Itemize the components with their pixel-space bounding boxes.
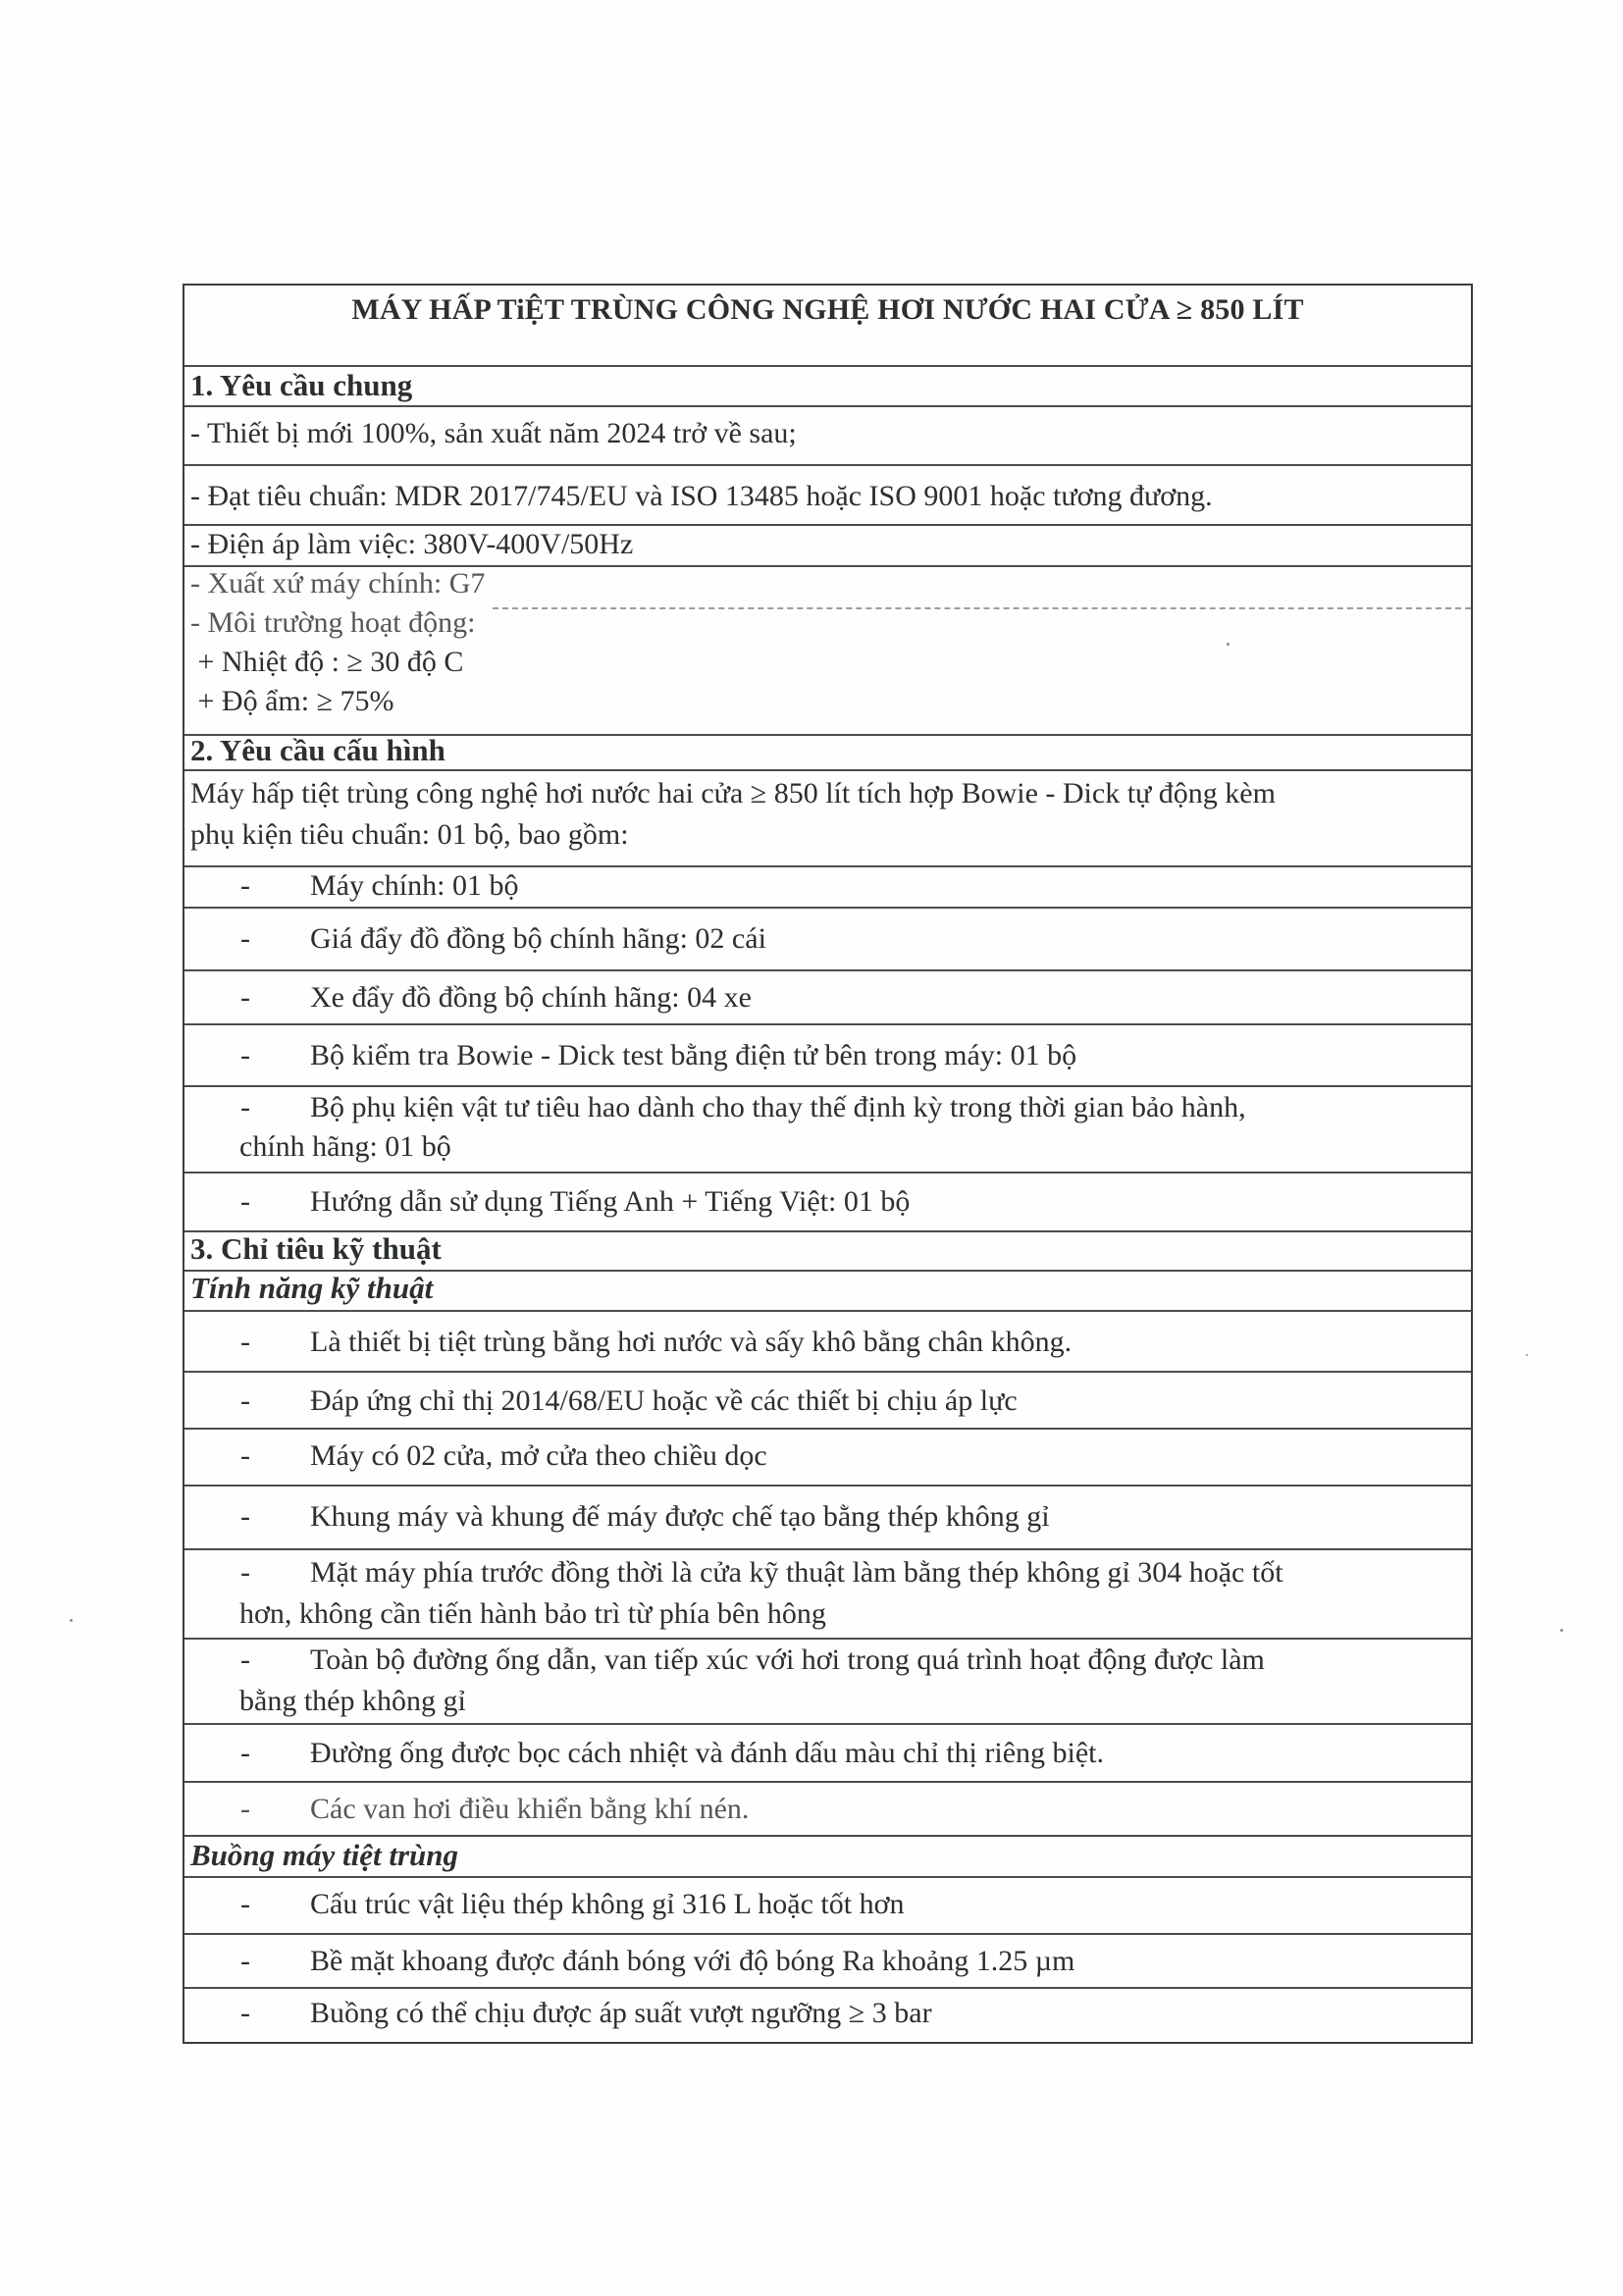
- section-heading-row: [184, 733, 1471, 771]
- dash-bullet: -: [240, 981, 250, 1014]
- table-row: [184, 407, 1471, 466]
- item-text: Đường ống được bọc cách nhiệt và đánh dấu màu chỉ thị riêng biệt.: [310, 1737, 1105, 1769]
- title-row: [184, 286, 1471, 367]
- dash-bullet: -: [240, 1384, 250, 1417]
- scan-speck: [70, 1619, 73, 1622]
- list-item: [184, 1025, 1471, 1087]
- item-text: Các van hơi điều khiển bằng khí nén.: [310, 1793, 750, 1825]
- item-text: Hướng dẫn sử dụng Tiếng Anh + Tiếng Việt: 01 bộ: [310, 1185, 911, 1218]
- list-item: [184, 1487, 1471, 1550]
- dash-bullet: -: [240, 922, 250, 955]
- list-item: [184, 1640, 1471, 1725]
- dash-bullet: -: [240, 1556, 250, 1589]
- item-text: Đáp ứng chỉ thị 2014/68/EU hoặc về các thiết bị chịu áp lực: [310, 1384, 1018, 1417]
- dash-bullet: -: [240, 1326, 250, 1358]
- list-item: [184, 1174, 1471, 1232]
- item-text-continuation: bằng thép không gỉ: [239, 1685, 466, 1717]
- subsection-heading-row: [184, 1272, 1471, 1312]
- table-row: [184, 466, 1471, 526]
- list-item: [184, 971, 1471, 1025]
- list-item: [184, 1725, 1471, 1783]
- item-text: Bề mặt khoang được đánh bóng với độ bóng Ra khoảng 1.25 µm: [310, 1945, 1075, 1977]
- general-requirement: - Điện áp làm việc: 380V-400V/50Hz: [190, 528, 634, 560]
- section-heading-configuration: 2. Yêu cầu cấu hình: [190, 733, 445, 767]
- list-item: [184, 1550, 1471, 1640]
- table-row: [184, 567, 1471, 736]
- item-text-continuation: chính hãng: 01 bộ: [239, 1130, 451, 1163]
- item-text-continuation: hơn, không cần tiến hành bảo trì từ phía bên hông: [239, 1597, 826, 1630]
- dash-bullet: -: [240, 1945, 250, 1977]
- scan-speck: [1227, 643, 1230, 646]
- section-heading-row: [184, 1232, 1471, 1272]
- item-text: Bộ kiểm tra Bowie - Dick test bằng điện tử bên trong máy: 01 bộ: [310, 1039, 1077, 1071]
- subsection-heading-features: Tính năng kỹ thuật: [190, 1271, 434, 1305]
- general-requirement: - Đạt tiêu chuẩn: MDR 2017/745/EU và ISO 13485 hoặc ISO 9001 hoặc tương đương.: [190, 480, 1213, 512]
- subsection-heading-row: [184, 1837, 1471, 1878]
- dash-bullet: -: [240, 1039, 250, 1071]
- scan-speck: [1560, 1629, 1563, 1632]
- list-item: [184, 1878, 1471, 1935]
- dash-bullet: -: [240, 1737, 250, 1769]
- general-requirement: + Độ ẩm: ≥ 75%: [190, 685, 394, 717]
- section-heading-general: 1. Yêu cầu chung: [190, 368, 413, 402]
- item-text: Máy có 02 cửa, mở cửa theo chiều dọc: [310, 1439, 767, 1472]
- section-heading-row: [184, 367, 1471, 407]
- list-item: [184, 867, 1471, 909]
- general-requirement: - Xuất xứ máy chính: G7: [190, 567, 486, 600]
- dash-bullet: -: [240, 1185, 250, 1218]
- general-requirement: - Môi trường hoạt động:: [190, 606, 476, 639]
- list-item: [184, 1935, 1471, 1989]
- dash-bullet: -: [240, 1888, 250, 1920]
- list-item: [184, 1373, 1471, 1430]
- item-text: Xe đẩy đồ đồng bộ chính hãng: 04 xe: [310, 981, 752, 1014]
- item-text: Máy chính: 01 bộ: [310, 869, 519, 902]
- general-requirement: + Nhiệt độ : ≥ 30 độ C: [190, 646, 464, 678]
- configuration-intro-line: Máy hấp tiệt trùng công nghệ hơi nước hai cửa ≥ 850 lít tích hợp Bowie - Dick tự động kèm: [190, 777, 1276, 809]
- list-item: [184, 1783, 1471, 1837]
- item-text: Là thiết bị tiệt trùng bằng hơi nước và sấy khô bằng chân không.: [310, 1326, 1073, 1358]
- item-text: Toàn bộ đường ống dẫn, van tiếp xúc với hơi trong quá trình hoạt động được làm: [310, 1644, 1265, 1676]
- section-heading-technical: 3. Chỉ tiêu kỹ thuật: [190, 1231, 442, 1266]
- document-title: MÁY HẤP TiỆT TRÙNG CÔNG NGHỆ HƠI NƯỚC HAI CỬA ≥ 850 LÍT: [351, 293, 1304, 326]
- item-text: Mặt máy phía trước đồng thời là cửa kỹ thuật làm bằng thép không gỉ 304 hoặc tốt: [310, 1556, 1283, 1589]
- specification-table: [183, 284, 1473, 2044]
- table-row: [184, 771, 1471, 867]
- item-text: Cấu trúc vật liệu thép không gỉ 316 L hoặc tốt hơn: [310, 1888, 905, 1920]
- dash-bullet: -: [240, 869, 250, 902]
- configuration-intro-line: phụ kiện tiêu chuẩn: 01 bộ, bao gồm:: [190, 818, 629, 851]
- list-item: [184, 1989, 1471, 2044]
- dash-bullet: -: [240, 1439, 250, 1472]
- dash-bullet: -: [240, 1500, 250, 1533]
- item-text: Khung máy và khung đế máy được chế tạo bằng thép không gỉ: [310, 1500, 1050, 1533]
- dash-bullet: -: [240, 1793, 250, 1825]
- dash-bullet: -: [240, 1091, 250, 1123]
- list-item: [184, 1087, 1471, 1174]
- list-item: [184, 1312, 1471, 1373]
- dash-bullet: -: [240, 1997, 250, 2029]
- item-text: Giá đẩy đồ đồng bộ chính hãng: 02 cái: [310, 922, 766, 955]
- scan-speck: [1526, 1354, 1528, 1356]
- list-item: [184, 909, 1471, 971]
- table-row: [184, 526, 1471, 567]
- item-text: Bộ phụ kiện vật tư tiêu hao dành cho thay thế định kỳ trong thời gian bảo hành,: [310, 1091, 1246, 1123]
- item-text: Buồng có thể chịu được áp suất vượt ngưỡng ≥ 3 bar: [310, 1997, 932, 2029]
- dash-bullet: -: [240, 1644, 250, 1676]
- general-requirement: - Thiết bị mới 100%, sản xuất năm 2024 trở về sau;: [190, 417, 797, 449]
- subsection-heading-chamber: Buồng máy tiệt trùng: [190, 1838, 459, 1872]
- list-item: [184, 1430, 1471, 1487]
